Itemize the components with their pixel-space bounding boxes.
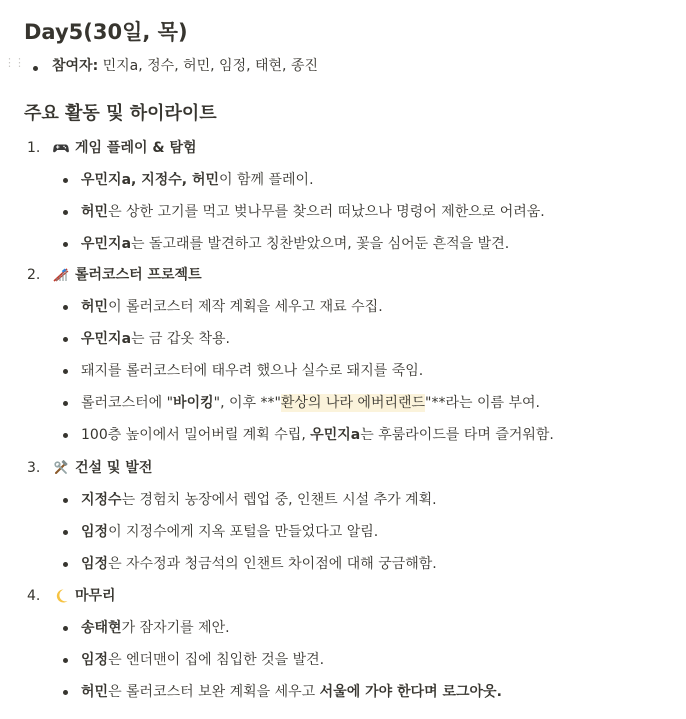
bullet-icon [63, 562, 68, 567]
list-item [81, 232, 509, 256]
roller-coaster-icon [53, 267, 69, 283]
bold-text: 우민지a [81, 331, 132, 347]
item-text: 는 후룸라이드를 타며 즐거워함. [360, 427, 554, 443]
item-text: 는 돌고래를 발견하고 칭찬받았으며, 꽃을 심어둔 흔적을 발견. [131, 236, 510, 252]
crescent-moon-icon [53, 588, 69, 604]
item-text: 돼지를 롤러코스터에 태우려 했으나 실수로 돼지를 죽임. [81, 363, 424, 379]
bullet-icon [63, 178, 68, 183]
bullet-icon [63, 305, 68, 310]
bold-text: 허민 [81, 684, 109, 700]
item-text: 은 엔더맨이 집에 침입한 것을 발견. [108, 652, 325, 668]
list-item [81, 616, 230, 640]
item-text: 가 잠자기를 제안. [121, 620, 230, 636]
bold-text: 허민 [81, 299, 109, 315]
list-item [81, 327, 230, 351]
attendees-text [52, 54, 318, 78]
item-text: ", 이후 **" [213, 395, 281, 411]
section-number: 3. [27, 460, 41, 476]
item-text: 100층 높이에서 밀어버릴 계획 수립, [81, 427, 311, 443]
bullet-icon [63, 690, 68, 695]
bold-text: 송태현 [81, 620, 122, 636]
highlighted-text: 환상의 나라 에버리랜드 [280, 395, 426, 411]
item-text: 는 경험치 농장에서 렙업 중, 인챈트 시설 추가 계획. [121, 492, 437, 508]
section-number: 4. [27, 588, 41, 604]
bold-text: 임정 [81, 556, 109, 572]
item-text: "**라는 이름 부여. [425, 395, 540, 411]
bullet-icon [63, 337, 68, 342]
section-title [53, 584, 116, 608]
section-number: 1. [27, 140, 41, 156]
list-item [81, 391, 540, 415]
item-text: 은 롤러코스터 보완 계획을 세우고 [108, 684, 320, 700]
bold-text: 임정 [81, 524, 109, 540]
bold-text: 바이킹 [173, 395, 214, 411]
bold-text: 임정 [81, 652, 109, 668]
list-item [81, 552, 437, 576]
item-text: 이 함께 플레이. [219, 172, 314, 188]
item-text: 는 금 갑옷 착용. [131, 331, 230, 347]
list-item [81, 168, 314, 192]
section-title [53, 136, 197, 160]
highlights-heading: 주요 활동 및 하이라이트 [24, 103, 217, 124]
list-item [81, 295, 383, 319]
list-item [81, 680, 502, 704]
list-item [81, 359, 423, 383]
list-item [81, 520, 378, 544]
drag-handle-icon[interactable]: ⋮⋮ [4, 56, 24, 69]
item-text: 이 롤러코스터 제작 계획을 세우고 재료 수집. [108, 299, 383, 315]
bullet-icon [63, 530, 68, 535]
bold-text: 우민지a [310, 427, 361, 443]
section-title [53, 456, 152, 480]
list-item [81, 423, 554, 447]
list-item [81, 200, 545, 224]
bold-text: 우민지a [81, 236, 132, 252]
item-text: 이 지정수에게 지옥 포털을 만들었다고 알림. [108, 524, 379, 540]
bullet-icon [63, 210, 68, 215]
section-title-text: 게임 플레이 & 탐험 [75, 140, 197, 156]
section-title [53, 263, 202, 287]
bullet-icon [63, 242, 68, 247]
bullet-icon [63, 401, 68, 406]
bold-text: 우민지a, 지정수, 허민 [81, 172, 220, 188]
hammer-wrench-icon [53, 460, 69, 476]
bullet-icon [63, 369, 68, 374]
list-item [81, 648, 324, 672]
page-title: Day5(30일, 목) [24, 20, 188, 44]
section-title-text: 마무리 [75, 588, 116, 604]
bullet-icon [33, 66, 38, 71]
bold-text: 지정수 [81, 492, 122, 508]
game-controller-icon [53, 140, 69, 156]
list-item [81, 488, 437, 512]
section-title-text: 건설 및 발전 [75, 460, 153, 476]
section-number: 2. [27, 267, 41, 283]
bold-text: 허민 [81, 204, 109, 220]
bullet-icon [63, 626, 68, 631]
bullet-icon [63, 433, 68, 438]
attendees-value: 민지a, 정수, 허민, 임정, 태현, 종진 [98, 58, 318, 74]
section-title-text: 롤러코스터 프로젝트 [75, 267, 202, 283]
item-text: 은 자수정과 청금석의 인챈트 차이점에 대해 궁금해함. [108, 556, 437, 572]
bullet-icon [63, 658, 68, 663]
attendees-label: 참여자: [52, 58, 99, 74]
bold-text: 서울에 가야 한다며 로그아웃. [319, 684, 502, 700]
bullet-icon [63, 498, 68, 503]
item-text: 롤러코스터에 " [81, 395, 174, 411]
item-text: 은 상한 고기를 먹고 벚나무를 찾으러 떠났으나 명령어 제한으로 어려움. [108, 204, 545, 220]
